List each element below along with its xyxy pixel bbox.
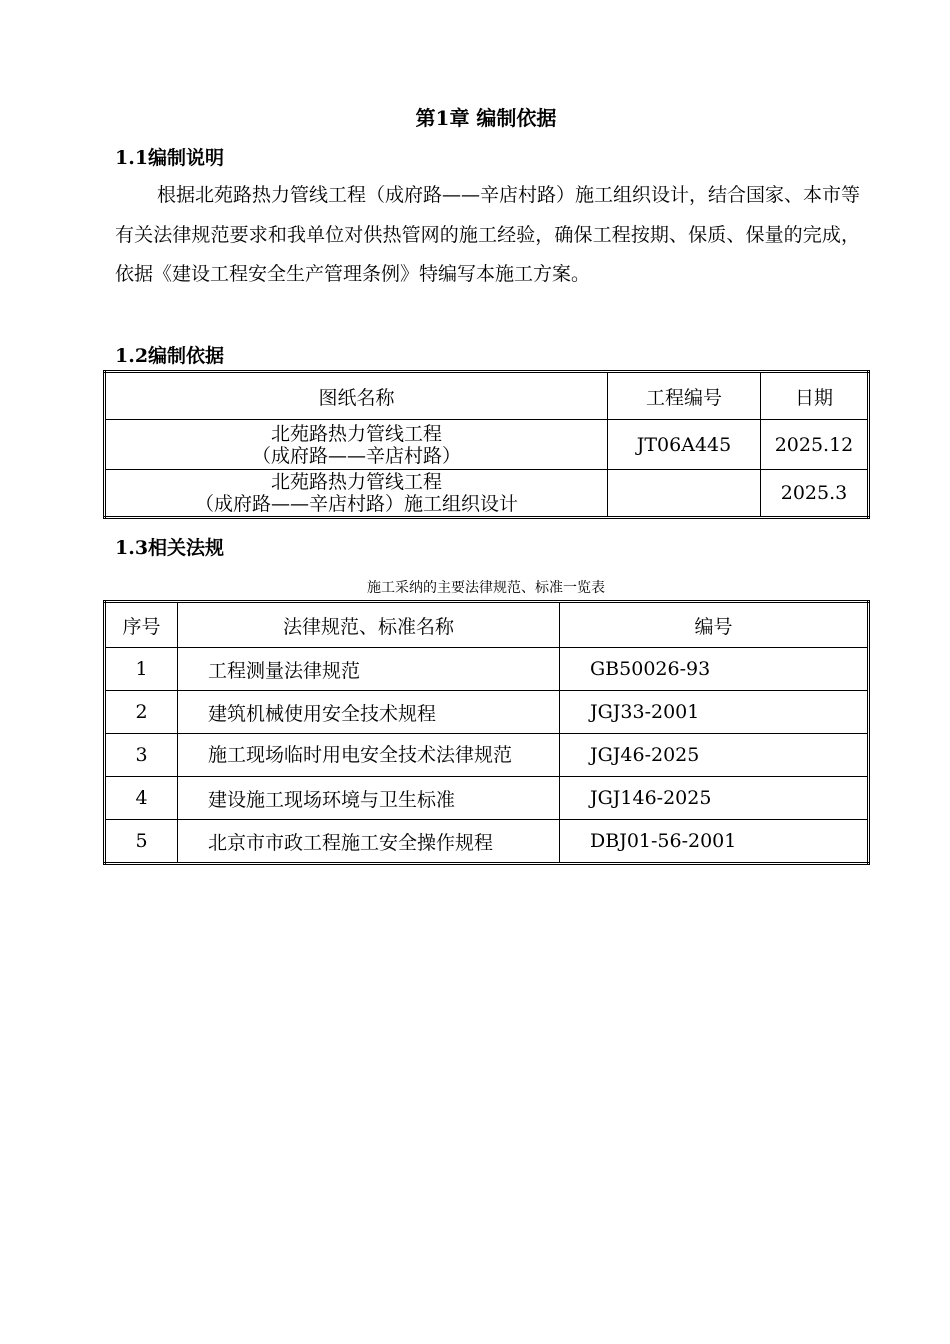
body-paragraph: 根据北苑路热力管线工程（成府路——辛店村路）施工组织设计，结合国家、本市等有关法律规范要求和我单位对供热管网的施工经验，确保工程按期、保质、保量的完成，依据《建设工程安全生产管理条例》特编写本施工方案。 [115,184,861,285]
drawing-name-cell [105,420,608,470]
drawing-name-line-1: 北苑路热力管线工程 [270,422,442,445]
table-caption: 施工采纳的主要法律规范、标准一览表 [367,580,605,596]
table-row [105,470,869,518]
project-code-cell: JT06A445 [608,420,761,470]
regulation-code-cell: DBJ01-56-2001 [560,820,869,864]
header-date: 日期 [761,372,869,420]
regulation-name-cell: 北京市市政工程施工安全操作规程 [178,820,560,864]
regulations-table [103,600,870,865]
regulation-name-cell: 建筑机械使用安全技术规程 [178,691,560,734]
drawing-name-line-2: （成府路——辛店村路） [251,444,461,467]
chapter-title: 第1章 编制依据 [415,106,557,130]
table-header-row [105,372,869,420]
header-drawing-name: 图纸名称 [105,372,608,420]
serial-no-cell: 1 [105,648,178,691]
drawing-name-cell [105,470,608,518]
serial-no-cell: 5 [105,820,178,864]
date-cell: 2025.3 [761,470,869,518]
table-row [105,777,869,820]
serial-no-cell: 2 [105,691,178,734]
drawing-name-line-2: （成府路——辛店村路）施工组织设计 [194,493,518,515]
regulation-name-cell: 工程测量法律规范 [178,648,560,691]
table-header-row [105,602,869,648]
project-code-cell [608,470,761,518]
header-serial-no: 序号 [105,602,178,648]
section-heading-1-2: 1.2编制依据 [115,345,225,367]
table-row [105,648,869,691]
drawing-basis-table [103,370,870,519]
table-row [105,691,869,734]
date-cell: 2025.12 [761,420,869,470]
serial-no-cell: 4 [105,777,178,820]
table-row [105,820,869,864]
serial-no-cell: 3 [105,734,178,777]
table-row [105,734,869,777]
section-heading-1-1: 1.1编制说明 [115,147,225,169]
table-row [105,420,869,470]
header-regulation-name: 法律规范、标准名称 [178,602,560,648]
drawing-name-line-1: 北苑路热力管线工程 [270,471,442,493]
regulation-name-cell: 施工现场临时用电安全技术法律规范 [178,734,560,777]
regulation-code-cell: JGJ46-2025 [560,734,869,777]
header-regulation-code: 编号 [560,602,869,648]
header-project-code: 工程编号 [608,372,761,420]
regulation-code-cell: GB50026-93 [560,648,869,691]
section-heading-1-3: 1.3相关法规 [115,537,225,559]
regulation-code-cell: JGJ146-2025 [560,777,869,820]
regulation-name-cell: 建设施工现场环境与卫生标准 [178,777,560,820]
regulation-code-cell: JGJ33-2001 [560,691,869,734]
